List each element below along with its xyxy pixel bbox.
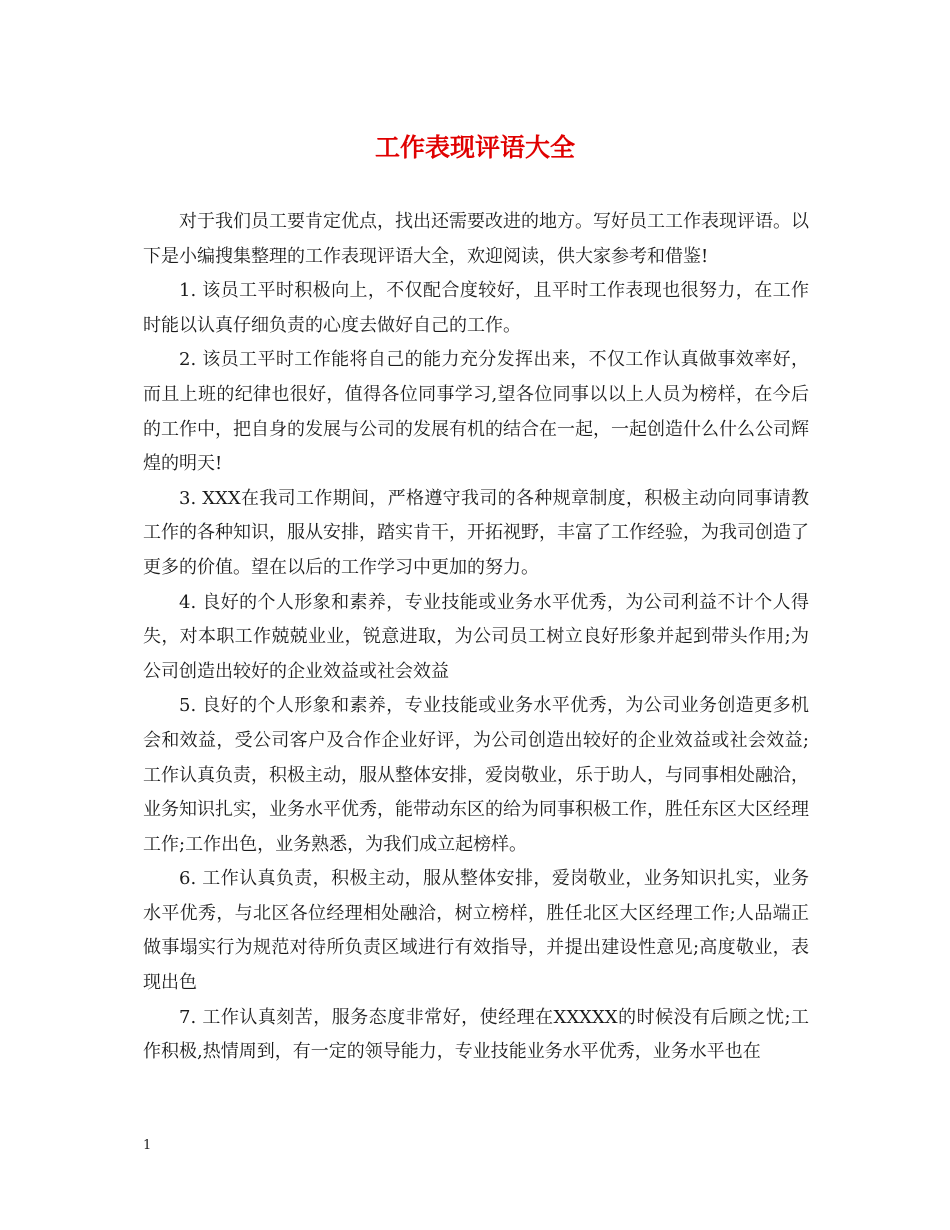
paragraph-item-6: 6. 工作认真负责，积极主动，服从整体安排，爱岗敬业，业务知识扎实，业务水平优秀，与北区各位经理相处融洽，树立榜样，胜任北区大区经理工作;人品端正做事塌实行为规范对待所负责区域进行有效指导，并提出建设性意见;高度敬业，表现出色 xyxy=(143,868,809,994)
paragraph-intro: 对于我们员工要肯定优点，找出还需要改进的地方。写好员工工作表现评语。以下是小编搜集整理的工作表现评语大全，欢迎阅读，供大家参考和借鉴! xyxy=(143,211,809,267)
paragraph-item-3: 3. XXX在我司工作期间，严格遵守我司的各种规章制度，积极主动向同事请教工作的各种知识，服从安排，踏实肯干，开拓视野，丰富了工作经验，为我司创造了更多的价值。望在以后的工作学习中更加的努力。 xyxy=(143,487,809,578)
page-number: 1 xyxy=(143,1138,152,1153)
paragraph-item-2: 2. 该员工平时工作能将自己的能力充分发挥出来，不仅工作认真做事效率好，而且上班的纪律也很好，值得各位同事学习,望各位同事以以上人员为榜样，在今后的工作中，把自身的发展与公司的发展有机的结合在一起，一起创造什么什么公司辉煌的明天! xyxy=(143,349,809,475)
document-title: 工作表现评语大全 xyxy=(374,133,575,162)
paragraph-item-7: 7. 工作认真刻苦，服务态度非常好，使经理在XXXXX的时候没有后顾之忧;工作积极,热情周到，有一定的领导能力，专业技能业务水平优秀，业务水平也在 xyxy=(143,1006,809,1063)
paragraph-item-4: 4. 良好的个人形象和素养，专业技能或业务水平优秀，为公司利益不计个人得失，对本职工作兢兢业业，锐意进取，为公司员工树立良好形象并起到带头作用;为公司创造出较好的企业效益或社会效益 xyxy=(143,591,809,682)
document-body xyxy=(143,205,809,1070)
paragraph-item-5: 5. 良好的个人形象和素养，专业技能或业务水平优秀，为公司业务创造更多机会和效益，受公司客户及合作企业好评，为公司创造出较好的企业效益或社会效益;工作认真负责，积极主动，服从整体安排，爱岗敬业，乐于助人，与同事相处融洽，业务知识扎实，业务水平优秀，能带动东区的给为同事积极工作，胜任东区大区经理工作;工作出色，业务熟悉，为我们成立起榜样。 xyxy=(143,695,809,855)
paragraph-item-1: 1. 该员工平时积极向上，不仅配合度较好，且平时工作表现也很努力，在工作时能以认真仔细负责的心度去做好自己的工作。 xyxy=(143,280,809,336)
